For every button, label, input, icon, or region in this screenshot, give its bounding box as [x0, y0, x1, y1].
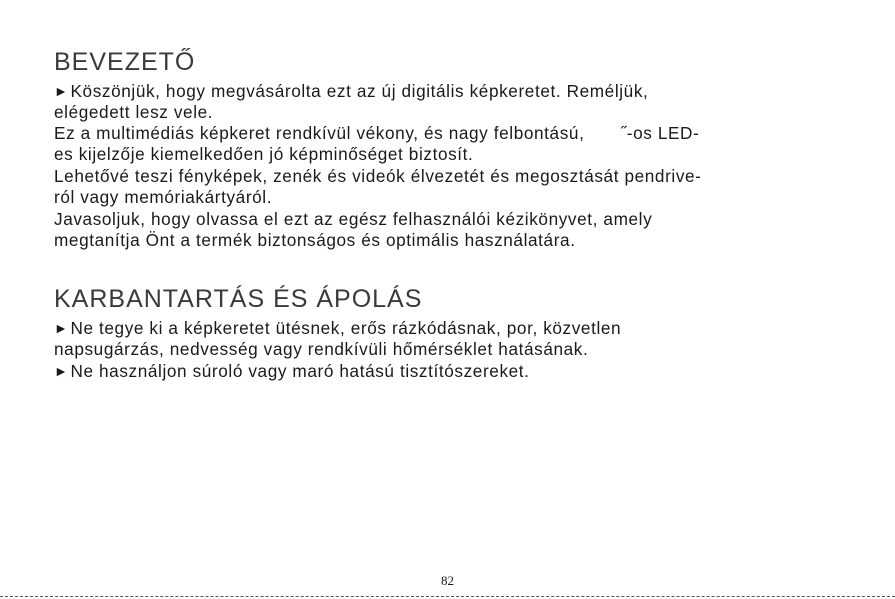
bullet-arrow-icon: ► [54, 320, 69, 336]
line-text: Ne használjon súroló vagy maró hatású tisztítószereket. [70, 361, 530, 381]
page-number: 82 [441, 573, 454, 588]
line-text: Köszönjük, hogy megvásárolta ezt az új digitális képkeretet. Reméljük, [70, 81, 649, 101]
paragraph-line [54, 361, 530, 382]
paragraph-line: es kijelzője kiemelkedően jó képminőséget biztosít. [54, 144, 474, 164]
line-text-fragment: ˝-os LED- [620, 123, 700, 143]
section-title-maintenance: KARBANTARTÁS ÉS ÁPOLÁS [54, 285, 423, 313]
paragraph-line: elégedett lesz vele. [54, 102, 214, 122]
line-text: Ne tegye ki a képkeretet ütésnek, erős rázkódásnak, por, közvetlen [70, 318, 622, 338]
paragraph-line: Javasoljuk, hogy olvassa el ezt az egész felhasználói kézikönyvet, amely [54, 209, 653, 229]
page-bottom-divider [0, 596, 895, 597]
paragraph-line: megtanítja Önt a termék biztonságos és optimális használatára. [54, 230, 576, 250]
paragraph-line [54, 123, 699, 143]
paragraph-line [54, 81, 648, 102]
bullet-arrow-icon: ► [54, 363, 69, 379]
section-title-introduction: BEVEZETŐ [54, 48, 196, 76]
bullet-arrow-icon: ► [54, 83, 69, 99]
line-text: Ez a multimédiás képkeret rendkívül vékony, és nagy felbontású, [54, 123, 585, 143]
paragraph-line [54, 318, 621, 339]
paragraph-line: Lehetővé teszi fényképek, zenék és videók élvezetét és megosztását pendrive- [54, 166, 702, 186]
paragraph-line: napsugárzás, nedvesség vagy rendkívüli hőmérséklet hatásának. [54, 339, 589, 359]
paragraph-line: ról vagy memóriakártyáról. [54, 187, 273, 207]
